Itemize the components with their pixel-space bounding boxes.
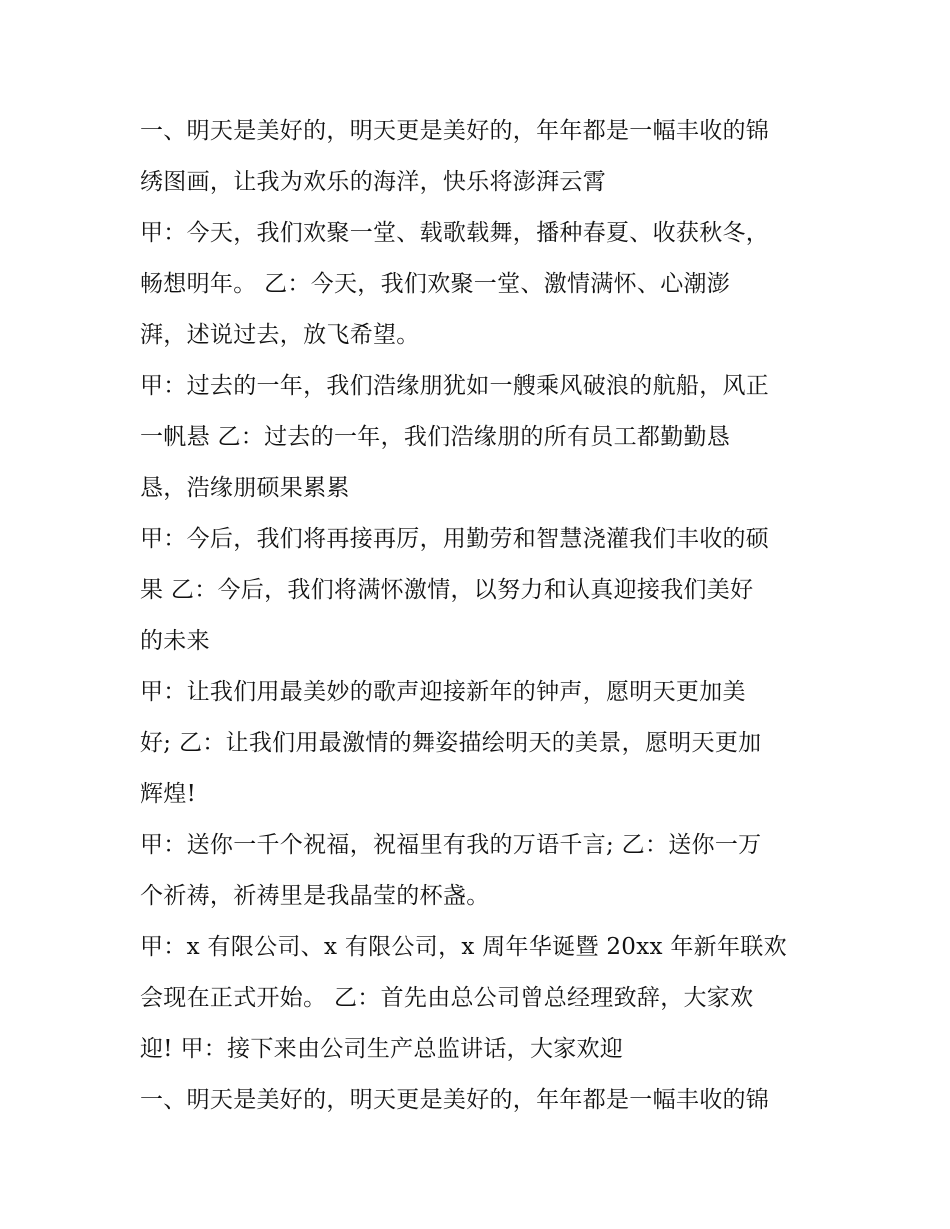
text-line: 会现在正式开始。 乙：首先由总公司曾总经理致辞，大家欢 (140, 985, 754, 1011)
text-line: 绣图画，让我为欢乐的海洋，快乐将澎湃云霄 (140, 169, 606, 195)
text-line: 甲：x 有限公司、x 有限公司，x 周年华诞暨 20xx 年新年联欢 (140, 934, 787, 960)
text-line: 辉煌! (140, 781, 197, 807)
text-line: 迎! 甲：接下来由公司生产总监讲话，大家欢迎 (140, 1036, 624, 1062)
text-line: 一、明天是美好的，明天更是美好的，年年都是一幅丰收的锦 (140, 1087, 770, 1113)
document-body (140, 106, 830, 1126)
text-line: 甲：过去的一年，我们浩缘朋犹如一艘乘风破浪的航船，风正 (140, 373, 770, 399)
text-line: 一帆悬 乙：过去的一年，我们浩缘朋的所有员工都勤勤恳 (140, 424, 731, 450)
text-line: 个祈祷，祈祷里是我晶莹的杯盏。 (140, 883, 490, 909)
text-line: 果 乙：今后，我们将满怀激情，以努力和认真迎接我们美好 (140, 577, 754, 603)
text-line: 一、明天是美好的，明天更是美好的，年年都是一幅丰收的锦 (140, 118, 770, 144)
text-line: 甲：送你一千个祝福，祝福里有我的万语千言; 乙：送你一万 (140, 832, 762, 858)
text-line: 甲：今后，我们将再接再厉，用勤劳和智慧浇灌我们丰收的硕 (140, 526, 770, 552)
text-line: 畅想明年。 乙：今天，我们欢聚一堂、激情满怀、心潮澎 (140, 271, 731, 297)
text-line: 的未来 (140, 628, 210, 654)
text-line: 好; 乙：让我们用最激情的舞姿描绘明天的美景，愿明天更加 (140, 730, 762, 756)
text-line: 甲：让我们用最美妙的歌声迎接新年的钟声，愿明天更加美 (140, 679, 746, 705)
text-line: 湃，述说过去，放飞希望。 (140, 322, 420, 348)
text-line: 甲：今天，我们欢聚一堂、载歌载舞，播种春夏、收获秋冬， (140, 220, 770, 246)
text-line: 恳，浩缘朋硕果累累 (140, 475, 350, 501)
